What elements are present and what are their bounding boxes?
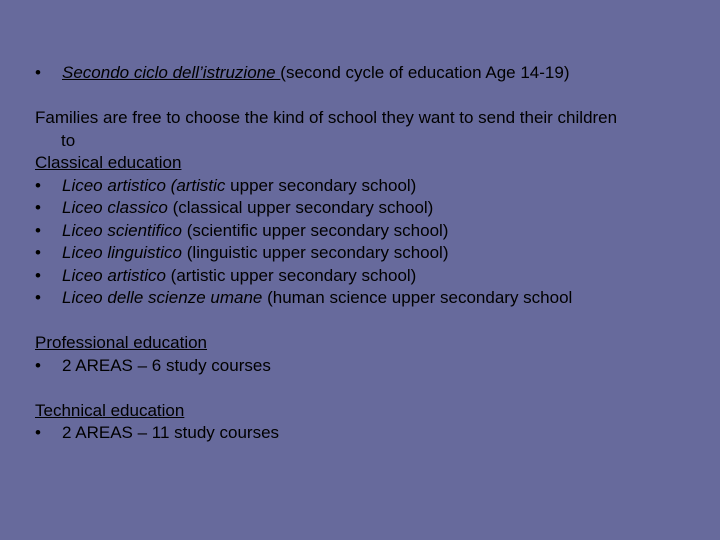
item-term: Liceo artistico	[62, 265, 171, 285]
heading-line	[35, 62, 700, 85]
item-description: (human science upper secondary school	[267, 288, 573, 307]
item-term: Liceo scientifico	[62, 220, 187, 240]
intro-line-1: Families are free to choose the kind of school they want to send their children	[35, 108, 618, 127]
item-description: upper secondary school)	[230, 175, 417, 195]
bullet-glyph: •	[35, 220, 41, 240]
item-term: Liceo linguistico	[62, 243, 187, 262]
list-item	[35, 422, 700, 445]
item-description: (scientific upper secondary school)	[186, 220, 449, 240]
item-description: (artistic upper secondary school)	[170, 265, 417, 285]
list-item	[35, 287, 700, 310]
heading-translation: (second cycle of education Age 14-19)	[280, 63, 570, 82]
bullet-glyph: •	[35, 288, 41, 307]
list-item	[35, 265, 700, 288]
professional-education-title: Professional education	[35, 333, 208, 352]
item-description: 2 AREAS – 11 study courses	[62, 423, 280, 442]
bullet-glyph: •	[35, 355, 41, 375]
bullet-glyph: •	[35, 198, 41, 217]
classical-education-title: Classical education	[35, 153, 182, 172]
bullet-glyph: •	[35, 265, 41, 285]
slide-content	[35, 62, 700, 445]
list-item	[35, 355, 700, 378]
item-term: Liceo artistico (artistic	[62, 175, 231, 195]
bullet-glyph: •	[35, 63, 41, 82]
bullet-glyph: •	[35, 175, 41, 195]
bullet-glyph: •	[35, 423, 41, 442]
heading-term: Secondo ciclo dell’istruzione	[62, 63, 281, 82]
list-item	[35, 197, 700, 220]
item-term: Liceo delle scienze umane	[62, 288, 268, 307]
list-item	[35, 242, 700, 265]
item-term: Liceo classico	[62, 198, 173, 217]
intro-line-2: to	[61, 130, 76, 150]
technical-education-title: Technical education	[35, 400, 185, 420]
item-description: (linguistic upper secondary school)	[186, 243, 449, 262]
list-item	[35, 220, 700, 243]
item-description: 2 AREAS – 6 study courses	[62, 355, 271, 375]
bullet-glyph: •	[35, 243, 41, 262]
list-item	[35, 175, 700, 198]
item-description: (classical upper secondary school)	[172, 198, 434, 217]
